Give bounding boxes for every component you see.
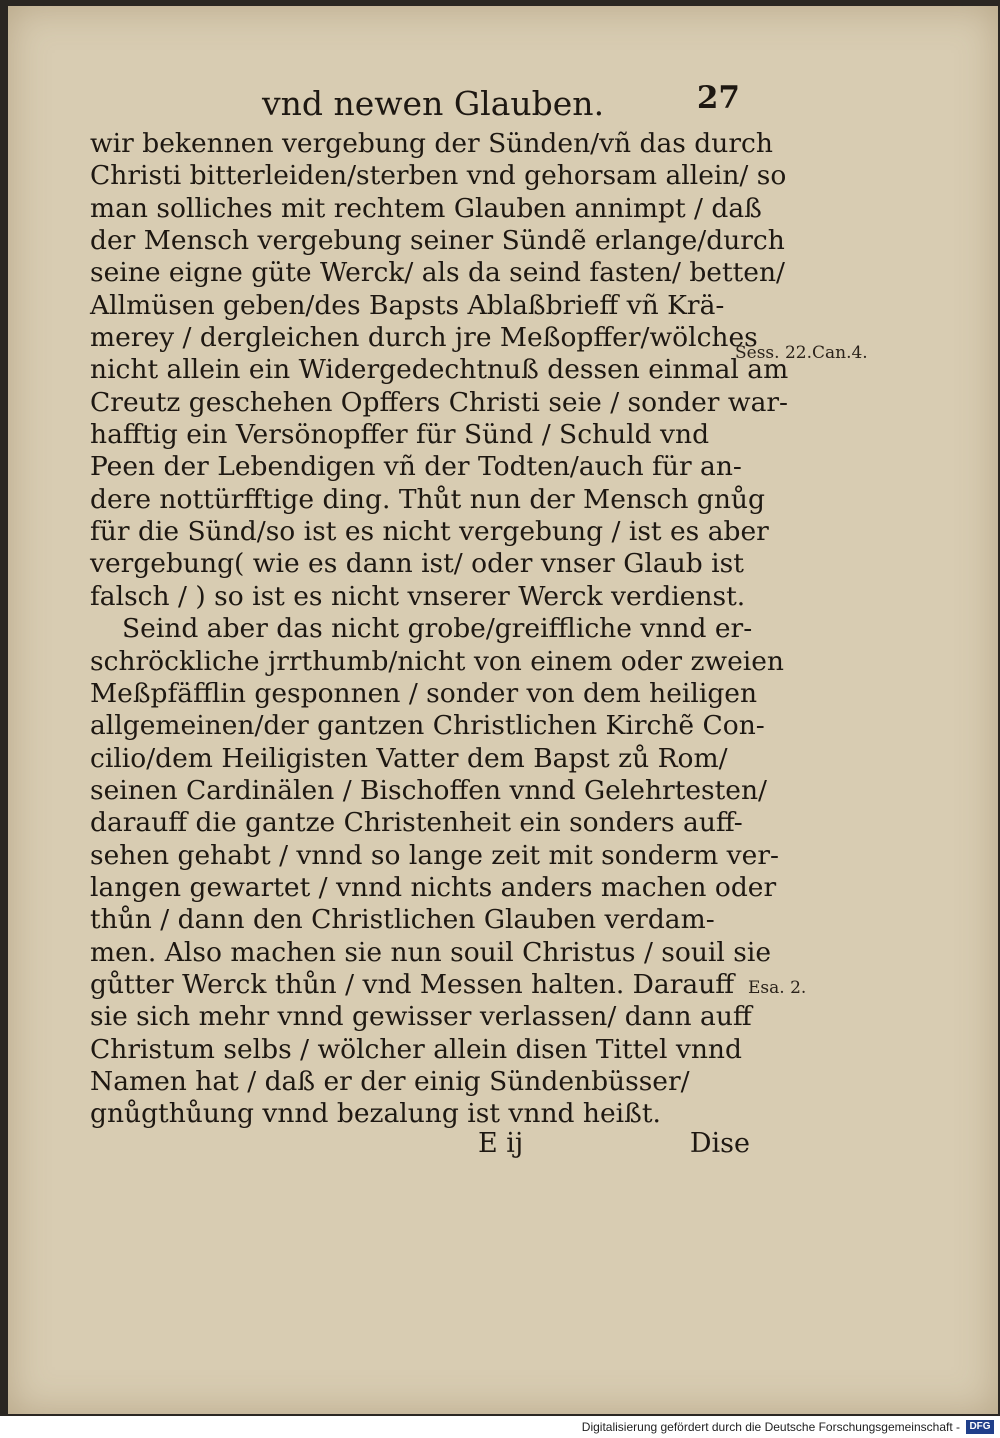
margin-note: Esa. 2. [748,978,807,998]
text-line: schröckliche jrrthumb/nicht von einem oder zweien [90,645,784,677]
text-line: allgemeinen/der gantzen Christlichen Kirchẽ Con- [90,710,765,742]
text-line: darauff die gantze Christenheit ein sonders auff- [90,807,743,839]
text-line: nicht allein ein Widergedechtnuß dessen einmal am [90,354,789,386]
credit-bar [0,1416,1000,1438]
text-line: gnůgthůung vnnd bezalung ist vnnd heißt. [90,1098,661,1130]
page-number: 27 [696,80,740,116]
page-footer [90,1128,750,1164]
text-line: seinen Cardinälen / Bischoffen vnnd Gelehrtesten/ [90,774,767,806]
text-line: Meßpfäfflin gesponnen / sonder von dem heiligen [90,677,758,709]
text-line: seine eigne güte Werck/ als da seind fasten/ betten/ [90,257,785,289]
text-line: hafftig ein Versönopffer für Sünd / Schuld vnd [90,419,710,451]
text-line: Allmüsen geben/des Bapsts Ablaßbrieff vñ Krä- [90,289,725,321]
signature-mark: E ij [478,1128,524,1159]
text-line: gůtter Werck thůn / vnd Messen halten. Darauff [90,968,735,1000]
text-line: vergebung( wie es dann ist/ oder vnser Glaub ist [90,548,744,580]
text-line: langen gewartet / vnnd nichts anders machen oder [90,871,777,903]
text-line: Seind aber das nicht grobe/greiffliche vnnd er- [122,613,753,645]
margin-note: Sess. 22.Can.4. [735,343,868,363]
text-line: Christi bitterleiden/sterben vnd gehorsam allein/ so [90,160,787,192]
text-line: Namen hat / daß er der einig Sündenbüsser/ [90,1065,690,1097]
dfg-logo: DFG [966,1420,994,1434]
funding-credit: Digitalisierung gefördert durch die Deutsche Forschungsgemeinschaft - [581,1420,960,1434]
text-line: merey / dergleichen durch jre Meßopffer/wölches [90,322,758,354]
text-line: Peen der Lebendigen vñ der Todten/auch für an- [90,451,742,483]
text-line: sehen gehabt / vnnd so lange zeit mit sonderm ver- [90,839,779,871]
text-line: Christum selbs / wölcher allein disen Tittel vnnd [90,1033,742,1065]
text-line: men. Also machen sie nun souil Christus / souil sie [90,936,772,968]
text-line: wir bekennen vergebung der Sünden/vñ das durch [90,128,773,159]
header-title: vnd newen Glauben. [262,84,605,123]
text-line: dere nottürfftige ding. Thůt nun der Mensch gnůg [90,483,765,515]
text-line: der Mensch vergebung seiner Sündẽ erlange/durch [90,225,785,257]
text-line: man solliches mit rechtem Glauben annimpt / daß [90,192,762,224]
text-line: sie sich mehr vnnd gewisser verlassen/ dann auff [90,1001,752,1033]
text-line: thůn / dann den Christlichen Glauben verdam- [90,904,715,936]
text-line: cilio/dem Heiligisten Vatter dem Bapst zů Rom/ [90,742,728,774]
text-line: Creutz geschehen Opffers Christi seie / sonder war- [90,386,789,418]
text-line: falsch / ) so ist es nicht vnserer Werck verdienst. [90,580,746,612]
running-header [262,78,752,128]
text-line: für die Sünd/so ist es nicht vergebung / ist es aber [90,516,769,548]
catchword: Dise [689,1128,750,1159]
